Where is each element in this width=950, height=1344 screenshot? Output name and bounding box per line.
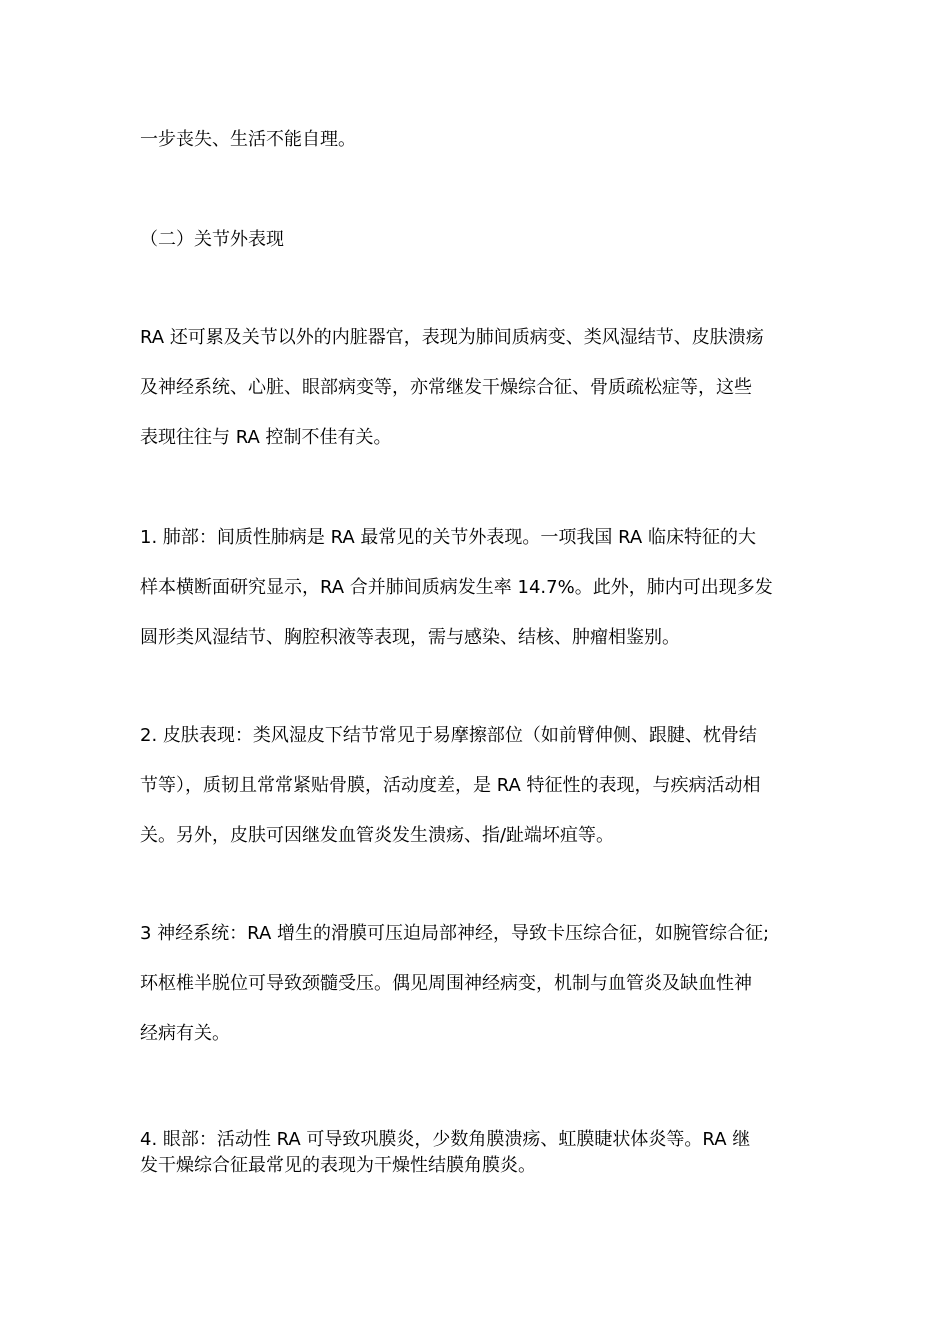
paragraph-line: 3 神经系统：RA 增生的滑膜可压迫局部神经，导致卡压综合征，如腕管综合征; (140, 923, 770, 944)
paragraph-line: 发干燥综合征最常见的表现为干燥性结膜角膜炎。 (140, 1155, 536, 1176)
paragraph-line: 经病有关。 (140, 1023, 230, 1044)
section-heading: （二）关节外表现 (140, 229, 284, 250)
paragraph-line: 圆形类风湿结节、胸腔积液等表现，需与感染、结核、肿瘤相鉴别。 (140, 627, 680, 648)
paragraph-line: 关。另外，皮肤可因继发血管炎发生溃疡、指/趾端坏疽等。 (140, 825, 615, 846)
paragraph-line: 及神经系统、心脏、眼部病变等，亦常继发干燥综合征、骨质疏松症等，这些 (140, 377, 752, 398)
paragraph-line: 2. 皮肤表现：类风湿皮下结节常见于易摩擦部位（如前臂伸侧、跟腱、枕骨结 (140, 725, 757, 746)
paragraph-line: RA 还可累及关节以外的内脏器官，表现为肺间质病变、类风湿结节、皮肤溃疡 (140, 327, 764, 348)
paragraph-line: 4. 眼部：活动性 RA 可导致巩膜炎，少数角膜溃疡、虹膜睫状体炎等。RA 继 (140, 1129, 751, 1150)
paragraph-line: 一步丧失、生活不能自理。 (140, 129, 356, 150)
paragraph-line: 1. 肺部：间质性肺病是 RA 最常见的关节外表现。一项我国 RA 临床特征的大 (140, 527, 756, 548)
paragraph-line: 样本横断面研究显示，RA 合并肺间质病发生率 14.7%。此外，肺内可出现多发 (140, 577, 773, 598)
paragraph-line: 表现往往与 RA 控制不佳有关。 (140, 427, 392, 448)
paragraph-line: 环枢椎半脱位可导致颈髓受压。偶见周围神经病变，机制与血管炎及缺血性神 (140, 973, 752, 994)
paragraph-line: 节等），质韧且常常紧贴骨膜，活动度差，是 RA 特征性的表现，与疾病活动相 (140, 775, 761, 796)
